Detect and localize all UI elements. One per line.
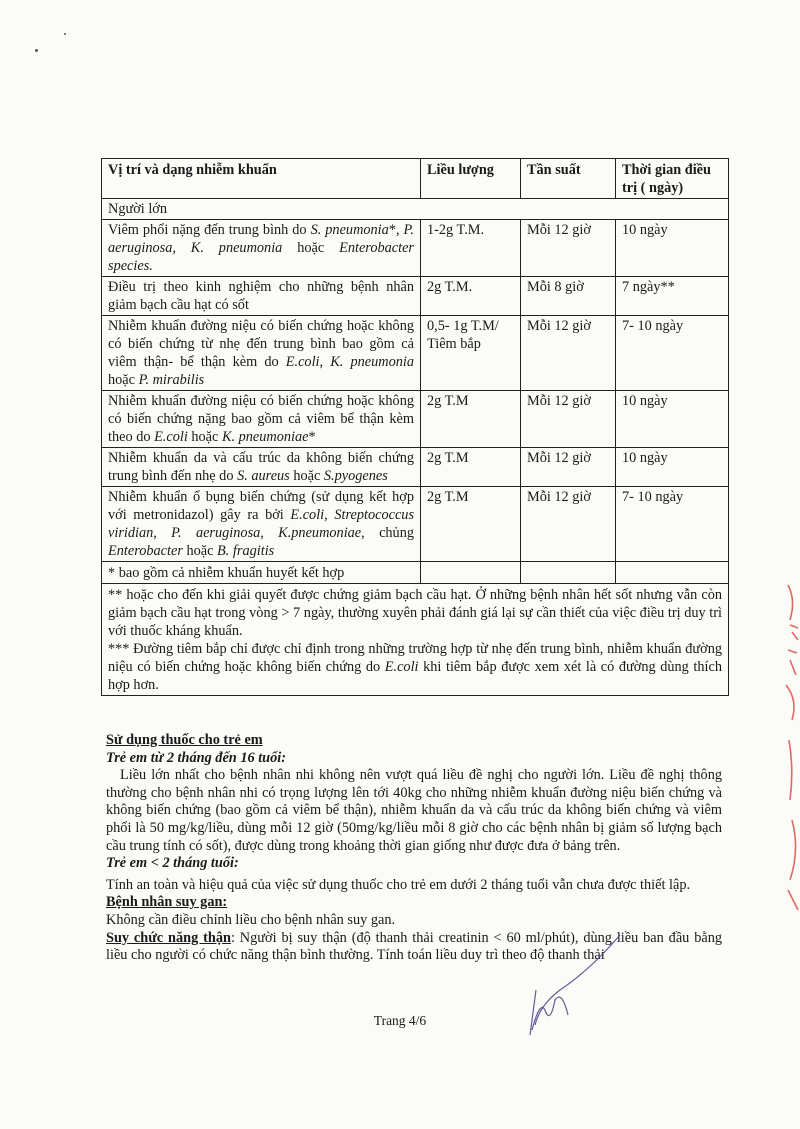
table-row (102, 448, 729, 487)
site-segment: S. pneumonia (310, 222, 389, 238)
cell-site (102, 220, 421, 277)
scan-speck (35, 49, 38, 52)
cell-site (102, 316, 421, 391)
site-segment: * (308, 429, 316, 445)
empty-cell (421, 562, 521, 584)
table-group-row (102, 199, 729, 220)
handwritten-signature (520, 930, 630, 1040)
site-segment: P. mirabilis (138, 372, 205, 388)
table-row (102, 220, 729, 277)
page-number: Trang 4/6 (373, 1013, 427, 1028)
cell-site (102, 277, 421, 316)
cell-frequency: Mỗi 8 giờ (521, 277, 616, 316)
site-segment: E.coli (154, 429, 188, 445)
table-header-row (102, 159, 729, 199)
cell-dose: 2g T.M (421, 448, 521, 487)
cell-duration: 7- 10 ngày (616, 487, 729, 562)
cell-duration: 10 ngày (616, 391, 729, 448)
site-segment: hoặc (187, 429, 222, 445)
cell-site (102, 487, 421, 562)
site-segment: Nhiễm khuẩn ổ bụng biến chứng (sử dụng kết hợp với metronidazol) gây ra bởi (108, 489, 414, 523)
site-segment: *, (388, 222, 404, 238)
footnote-2: ** hoặc cho đến khi giải quyết được chứng giảm bạch cầu hạt. Ở những bệnh nhân hết sốt nhưng vẫn còn giảm bạch cầu hạt trong vòng > 7 ngày, thường xuyên phải đánh giá lại sự cần thiết của việc điều trị duy trì với thuốc kháng khuẩn. (108, 587, 722, 639)
ped-under-2m-text: Tính an toàn và hiệu quả của việc sử dụng thuốc cho trẻ em dưới 2 tháng tuổi vẫn chưa được thiết lập. (106, 876, 691, 893)
table-row (102, 316, 729, 391)
cell-dose: 2g T.M. (421, 277, 521, 316)
footnote-3-segment: E.coli (384, 659, 419, 675)
empty-cell (616, 562, 729, 584)
table-footnote-row (102, 562, 729, 584)
site-segment: Nhiễm khuẩn da và cấu trúc da không biến chứng trung bình đến nhẹ do (108, 450, 414, 484)
site-segment: hoặc (108, 372, 139, 388)
site-segment: K. pneumoniae (221, 429, 309, 445)
empty-cell (521, 562, 616, 584)
cell-duration: 7- 10 ngày (616, 316, 729, 391)
cell-site (102, 448, 421, 487)
table-row (102, 277, 729, 316)
site-segment: hoặc (282, 240, 340, 256)
scan-speck (64, 33, 66, 35)
site-segment: S. aureus (237, 468, 290, 484)
table-row (102, 391, 729, 448)
site-segment: S.pyogenes (323, 468, 388, 484)
cell-dose: 2g T.M (421, 391, 521, 448)
kidney-text: : Người bị suy thận (độ thanh thải creatinin < 60 ml/phút), dùng liều ban đầu bằng liều cho người có chức năng thận bình thường. Tính toán liều duy trì theo độ thanh thải (106, 929, 722, 964)
site-segment: Enterobacter (108, 543, 183, 559)
footnote-3-segment: *** Đường tiêm bắp chỉ được chỉ định trong những trường hợp từ nhẹ đến trung bình, nhiễm khuẩn đường niệu có biến chứng hoặc không biến chứng do (108, 641, 722, 675)
cell-duration: 10 ngày (616, 448, 729, 487)
site-segment: E.coli, Streptococcus viridian, P. aeruginosa, K.pneumoniae (108, 507, 415, 541)
footnote-1: * bao gồm cả nhiễm khuẩn huyết kết hợp (102, 562, 421, 584)
site-segment: , chủng (361, 525, 415, 541)
cell-frequency: Mỗi 12 giờ (521, 220, 616, 277)
cell-duration: 10 ngày (616, 220, 729, 277)
footnote-3-segment: khi tiêm bắp được xem xét là có đường dùng thích hợp hơn. (108, 659, 722, 693)
header-site: Vị trí và dạng nhiễm khuẩn (102, 159, 421, 199)
table-body (102, 220, 729, 562)
cell-frequency: Mỗi 12 giờ (521, 448, 616, 487)
ped-2m-16y-heading: Trẻ em từ 2 tháng đến 16 tuổi: (106, 749, 287, 766)
cell-dose: 2g T.M (421, 487, 521, 562)
ped-2m-16y-text: Liều lớn nhất cho bệnh nhân nhi không nên vượt quá liều đề nghị cho người lớn. Liều đề nghị thông thường cho bệnh nhân nhi có trọng lượng lên tới 40kg cho những nhiễm khuẩn đường niệu biến chứng và không biến chứng (bao gồm cả viêm bể thận), nhiễm khuẩn da và cấu trúc da không biến chứng và viêm phổi là 50 mg/kg/liều, dùng mỗi 12 giờ (50mg/kg/liều mỗi 8 giờ cho các bệnh nhân bị giảm số lượng bạch cầu trung tính có sốt), được dùng trong khoảng thời gian giống như được đưa ở bảng trên. (106, 767, 722, 854)
cell-frequency: Mỗi 12 giờ (521, 391, 616, 448)
footnotes-cell (102, 584, 729, 696)
site-segment: Nhiễm khuẩn đường niệu có biến chứng hoặc không có biến chứng nặng bao gồm cả viêm bể thận kèm theo do (108, 393, 414, 445)
liver-text: Không cần điều chỉnh liều cho bệnh nhân suy gan. (106, 911, 396, 928)
table-footnote-row (102, 584, 729, 696)
cell-dose: 1-2g T.M. (421, 220, 521, 277)
red-stamp-edge (770, 580, 800, 940)
pediatric-heading: Sử dụng thuốc cho trẻ em (106, 732, 263, 748)
site-segment: hoặc (182, 543, 218, 559)
site-segment: Điều trị theo kinh nghiệm cho những bệnh nhân giảm bạch cầu hạt có sốt (108, 279, 414, 313)
cell-frequency: Mỗi 12 giờ (521, 487, 616, 562)
dosage-table (101, 158, 729, 696)
table-row (102, 487, 729, 562)
cell-dose: 0,5- 1g T.M/ Tiêm bắp (421, 316, 521, 391)
liver-heading: Bệnh nhân suy gan: (106, 894, 228, 911)
cell-duration: 7 ngày** (616, 277, 729, 316)
site-segment: B. fragitis (217, 543, 275, 559)
site-segment: Nhiễm khuẩn đường niệu có biến chứng hoặc không có biến chứng từ nhẹ đến trung bình bao gồm cả viêm thận- bể thận kèm do (108, 318, 414, 370)
group-label-adults: Người lớn (102, 199, 729, 220)
site-segment: E.coli, K. pneumonia (285, 354, 414, 370)
header-dose: Liều lượng (421, 159, 521, 199)
cell-frequency: Mỗi 12 giờ (521, 316, 616, 391)
site-segment: hoặc (289, 468, 324, 484)
header-frequency: Tần suất (521, 159, 616, 199)
site-segment: P. aeruginosa, K. pneumonia (108, 222, 414, 256)
cell-site (102, 391, 421, 448)
footnote-3 (108, 640, 722, 694)
kidney-heading: Suy chức năng thận (106, 929, 231, 946)
site-segment: Enterobacter species. (108, 240, 414, 274)
header-duration: Thời gian điều trị ( ngày) (616, 159, 729, 199)
site-segment: Viêm phổi nặng đến trung bình do (108, 222, 311, 238)
ped-under-2m-heading: Trẻ em < 2 tháng tuổi: (106, 855, 239, 872)
